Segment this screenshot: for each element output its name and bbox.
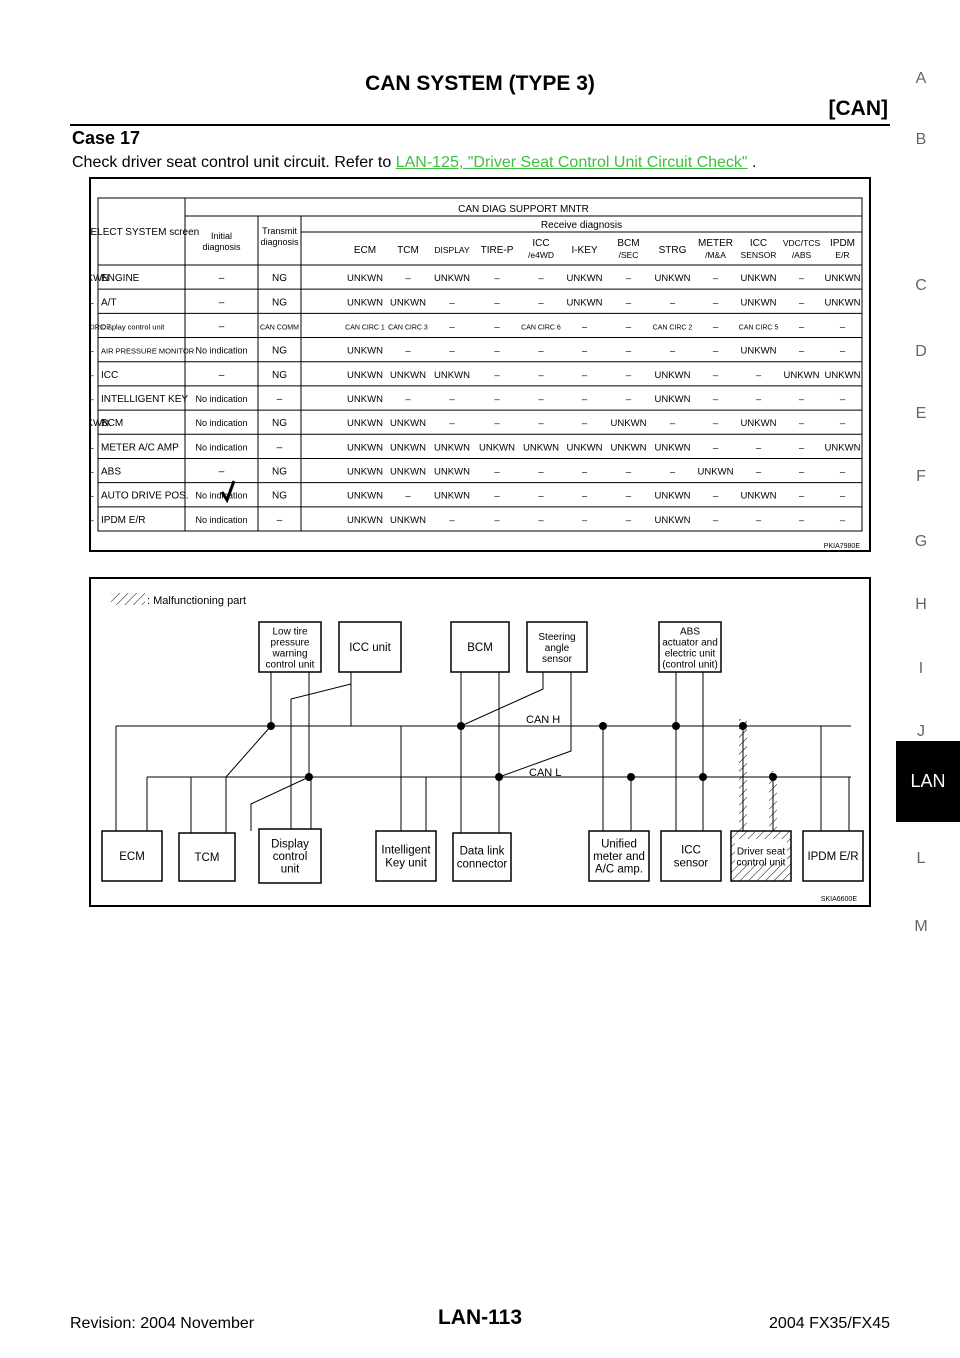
- header-transmit: diagnosis: [260, 237, 299, 247]
- table-cell: –: [755, 442, 762, 454]
- reference-link[interactable]: LAN-125, "Driver Seat Control Unit Circuit Check": [395, 154, 748, 171]
- table-cell: –: [712, 369, 719, 381]
- table-cell: –: [538, 466, 544, 478]
- ecm-label: ECM: [119, 851, 145, 863]
- header-transmit: Transmit: [262, 226, 297, 236]
- header-receive-col: IPDM: [830, 238, 855, 249]
- table-cell: UNKWN: [347, 514, 383, 526]
- table-cell: –: [218, 321, 225, 333]
- table-cell: –: [625, 345, 632, 357]
- table-cell: UNKWN: [824, 442, 861, 454]
- table-cell: –: [625, 490, 632, 502]
- wire: [226, 726, 271, 777]
- table-cell: –: [581, 490, 588, 502]
- table-cell: –: [839, 345, 846, 357]
- table-cell: UNKWN: [347, 418, 383, 430]
- table-cell: –: [839, 466, 846, 478]
- table-cell: –: [798, 273, 805, 285]
- table-cell: –: [494, 345, 500, 357]
- malfunction-wire-h: [739, 719, 747, 831]
- table-cell: –: [449, 418, 455, 430]
- table-cell: UNKWN: [654, 490, 691, 502]
- table-cell: ENGINE: [101, 273, 140, 285]
- junction-dot: [599, 722, 607, 730]
- header-receive-col: ICC: [749, 238, 768, 249]
- page-title: CAN SYSTEM (TYPE 3): [365, 72, 595, 95]
- junction-dot: [627, 773, 635, 781]
- table-cell: [91, 515, 94, 526]
- table-cell: –: [712, 418, 719, 430]
- can-diag-table: [91, 179, 869, 550]
- side-index-g[interactable]: G: [914, 533, 928, 550]
- table-cell: BCM: [101, 418, 124, 430]
- table-cell: –: [712, 442, 719, 454]
- table-cell: –: [839, 321, 846, 333]
- table-cell: –: [798, 394, 805, 405]
- header-receive-col: /ABS: [791, 250, 812, 260]
- table-cell: UNKWN: [654, 394, 691, 405]
- table-cell: UNKWN: [740, 297, 777, 309]
- table-cell: [91, 370, 94, 381]
- table-cell: CAN CIRC 6: [521, 324, 561, 332]
- table-cell: INTELLIGENT KEY: [101, 394, 189, 405]
- table-cell: –: [625, 321, 632, 333]
- driver-seat-control-unit-label: Driver seat: [736, 846, 786, 858]
- table-cell: –: [755, 369, 762, 381]
- table-cell: –: [218, 466, 225, 478]
- table-cell: NG: [272, 345, 287, 357]
- side-index-e[interactable]: E: [915, 405, 927, 422]
- table-cell: UNKWN: [654, 514, 691, 526]
- section-label: [CAN]: [828, 97, 888, 120]
- table-cell: –: [839, 490, 846, 502]
- table-cell: –: [625, 466, 632, 478]
- table-cell: No indication: [195, 345, 248, 356]
- header-receive-col: DISPLAY: [434, 245, 470, 255]
- table-cell: –: [839, 514, 846, 526]
- table-cell: –: [755, 394, 762, 405]
- intelligent-key-unit-label: Intelligent: [381, 844, 431, 857]
- unified-meter-ac-amp-label: A/C amp.: [595, 863, 643, 876]
- side-index-i[interactable]: I: [918, 660, 924, 677]
- low-tire-pressure-unit-label: warning: [272, 648, 308, 660]
- legend-hatch-icon: [111, 593, 145, 605]
- table-cell: –: [494, 297, 500, 309]
- table-cell: –: [669, 297, 676, 309]
- junction-dot: [672, 722, 680, 730]
- table-cell: AUTO DRIVE POS.: [101, 490, 189, 502]
- table-cell: –: [581, 345, 588, 357]
- table-cell: –: [494, 321, 500, 333]
- table-cell: UNKWN: [434, 442, 470, 454]
- tcm-label: TCM: [194, 852, 220, 864]
- table-cell: –: [712, 345, 719, 357]
- low-tire-pressure-unit-label: control unit: [265, 659, 315, 671]
- table-cell: UNKWN: [434, 273, 470, 285]
- table-cell: –: [625, 369, 632, 381]
- table-cell: –: [494, 273, 500, 285]
- table-cell: NG: [272, 466, 287, 478]
- side-index-f[interactable]: F: [916, 468, 926, 485]
- table-cell: –: [755, 514, 762, 526]
- table-cell: UNKWN: [566, 442, 603, 454]
- side-index-lan-tab[interactable]: LAN: [896, 741, 960, 822]
- table-cell: Display control unit: [101, 322, 165, 332]
- table-cell: [91, 394, 94, 405]
- header-receive-col: STRG: [658, 245, 687, 256]
- junction-dot: [267, 722, 275, 730]
- table-cell: UNKWN: [610, 442, 647, 454]
- table-cell: –: [712, 273, 719, 285]
- header-receive-col: VDC/TCS: [782, 238, 821, 248]
- table-cell: AIR PRESSURE MONITOR: [101, 346, 195, 356]
- table-cell: –: [712, 394, 719, 405]
- table-cell: No indication: [195, 394, 248, 404]
- table-cell: UNKWN: [523, 442, 559, 454]
- table-cell: UNKWN: [654, 273, 691, 285]
- junction-dot: [305, 773, 313, 781]
- junction-dot: [457, 722, 465, 730]
- table-cell: –: [405, 345, 411, 357]
- table-cell: UNKWN: [654, 369, 691, 381]
- table-cell: ICC: [101, 369, 119, 381]
- header-initial: Initial: [210, 231, 233, 241]
- table-cell: UNKWN: [347, 273, 383, 285]
- table-cell: CAN CIRC 5: [738, 324, 779, 332]
- table-cell: –: [494, 394, 500, 405]
- table-cell: UNKWN: [390, 442, 426, 454]
- side-index-h[interactable]: H: [915, 596, 927, 613]
- table-cell: A/T: [101, 297, 117, 309]
- figure-id: PKIA7980E: [823, 543, 860, 550]
- can-wiring-diagram-figure: [89, 577, 871, 907]
- header-select-system: SELECT SYSTEM screen: [91, 227, 200, 238]
- table-cell: –: [625, 273, 632, 285]
- table-cell: –: [798, 490, 805, 502]
- header-rule: [70, 124, 890, 126]
- figure-id: SKIA6600E: [820, 896, 857, 903]
- table-cell: UNKWN: [347, 394, 383, 405]
- table-cell: UNKWN: [347, 442, 383, 454]
- junction-dot: [769, 773, 777, 781]
- table-cell: UNKWN: [390, 514, 426, 526]
- table-cell: UNKWN: [740, 273, 777, 285]
- table-cell: No indication: [195, 442, 248, 453]
- header-receive-col: /SEC: [618, 250, 639, 260]
- table-cell: IRC 7: [92, 324, 111, 332]
- table-cell: –: [839, 418, 846, 430]
- table-cell: CAN CIRC 3: [388, 324, 428, 332]
- table-cell: CAN CIRC 2: [652, 324, 693, 332]
- table-cell: UNKWN: [824, 273, 861, 285]
- can-l-label: CAN L: [529, 767, 562, 779]
- instruction-text: Check driver seat control unit circuit. Refer to: [72, 154, 396, 171]
- table-cell: –: [538, 418, 544, 430]
- side-index-m[interactable]: M: [914, 918, 928, 935]
- can-diag-table-figure: [89, 177, 871, 552]
- display-control-unit-label: unit: [280, 863, 300, 876]
- table-cell: –: [798, 321, 805, 333]
- table-cell: –: [405, 394, 411, 405]
- instruction: [72, 154, 757, 172]
- table-cell: CAN COMM: [260, 324, 299, 332]
- table-cell: UNKWN: [479, 442, 515, 454]
- header-receive-col: METER: [698, 238, 733, 249]
- junction-dot: [739, 722, 747, 730]
- abs-actuator-unit-label: actuator and: [662, 637, 718, 649]
- table-cell: –: [581, 514, 588, 526]
- data-link-connector-label: connector: [456, 858, 508, 871]
- table-cell: CAN CIRC 1: [345, 324, 385, 332]
- case-title: Case 17: [72, 128, 141, 148]
- table-cell: –: [494, 466, 500, 478]
- table-cell: –: [276, 394, 283, 405]
- table-cell: –: [218, 297, 225, 309]
- unified-meter-ac-amp-label: meter and: [593, 851, 645, 863]
- instruction-suffix: .: [747, 154, 757, 171]
- table-cell: NG: [272, 273, 287, 285]
- table-cell: –: [494, 369, 500, 381]
- bcm-label: BCM: [467, 642, 493, 654]
- table-cell: –: [449, 321, 455, 333]
- table-cell: UNKWN: [566, 297, 603, 309]
- table-cell: –: [839, 394, 846, 405]
- abs-actuator-unit-label: electric unit: [664, 648, 716, 660]
- table-cell: –: [449, 514, 455, 526]
- table-cell: –: [712, 321, 719, 333]
- table-cell: –: [669, 345, 676, 357]
- table-cell: No indication: [195, 490, 248, 501]
- table-cell: UNKWN: [824, 297, 861, 309]
- low-tire-pressure-unit-label: Low tire: [272, 626, 308, 638]
- table-cell: –: [494, 418, 500, 430]
- junction-dot: [699, 773, 707, 781]
- table-cell: [91, 467, 94, 478]
- table-cell: –: [712, 514, 719, 526]
- table-cell: [91, 491, 94, 502]
- abs-actuator-unit-label: ABS: [679, 626, 701, 638]
- table-cell: UNKWN: [390, 466, 426, 478]
- table-cell: –: [798, 442, 805, 454]
- table-cell: [91, 442, 94, 453]
- table-cell: –: [449, 345, 455, 357]
- table-cell: –: [449, 394, 455, 405]
- header-receive: Receive diagnosis: [540, 220, 623, 231]
- side-index-a[interactable]: A: [915, 70, 927, 87]
- table-cell: –: [218, 369, 225, 381]
- icc-sensor-label: ICC: [681, 844, 701, 857]
- table-cell: –: [581, 466, 588, 478]
- table-cell: –: [798, 297, 805, 309]
- table-cell: –: [449, 297, 455, 309]
- table-cell: –: [798, 514, 805, 526]
- table-cell: –: [538, 345, 544, 357]
- junction-dot: [495, 773, 503, 781]
- table-cell: No indication: [195, 514, 248, 525]
- table-cell: –: [798, 345, 805, 357]
- footer-page-number: LAN-113: [437, 1306, 523, 1329]
- header-receive-col: ECM: [353, 245, 377, 256]
- side-index-l[interactable]: L: [916, 850, 926, 867]
- table-cell: –: [669, 466, 676, 478]
- table-cell: UNKWN: [434, 490, 470, 502]
- table-cell: NG: [272, 490, 287, 502]
- table-cell: UNKWN: [566, 273, 603, 285]
- ipdm-er-label: IPDM E/R: [807, 851, 859, 863]
- table-cell: –: [581, 418, 588, 430]
- table-cell: NG: [272, 369, 287, 381]
- table-cell: –: [538, 297, 544, 309]
- side-index-c[interactable]: C: [915, 277, 927, 294]
- side-index-j[interactable]: J: [917, 723, 925, 740]
- table-cell: –: [494, 490, 500, 502]
- table-cell: –: [405, 273, 411, 285]
- table-cell: –: [625, 394, 632, 405]
- header-can-diag-support: CAN DIAG SUPPORT MNTR: [458, 204, 589, 215]
- table-cell: –: [712, 297, 719, 309]
- table-cell: –: [538, 273, 544, 285]
- side-index-b[interactable]: B: [915, 131, 927, 148]
- table-cell: UNKWN: [740, 418, 777, 430]
- table-cell: –: [538, 394, 544, 405]
- table-cell: UNKWN: [697, 466, 734, 478]
- table-cell: [91, 346, 94, 357]
- table-cell: UNKWN: [347, 369, 383, 381]
- table-cell: –: [755, 466, 762, 478]
- table-cell: IPDM E/R: [101, 514, 146, 526]
- header-receive-col: ICC: [532, 238, 550, 249]
- table-cell: UNKWN: [434, 369, 470, 381]
- header-receive-col: /e4WD: [528, 250, 554, 260]
- table-cell: UNKWN: [434, 466, 470, 478]
- table-cell: UNKWN: [740, 345, 777, 357]
- table-cell: –: [581, 394, 588, 405]
- display-control-unit-label: Display: [271, 838, 309, 851]
- table-cell: –: [405, 490, 411, 502]
- table-cell: –: [218, 273, 225, 285]
- table-cell: –: [494, 514, 500, 526]
- steering-angle-sensor-label: Steering: [538, 632, 576, 643]
- abs-actuator-unit-label: (control unit): [662, 659, 718, 671]
- table-cell: UNKWN: [390, 369, 426, 381]
- header-receive-col: I-KEY: [571, 245, 598, 256]
- data-link-connector-label: Data link: [459, 845, 505, 858]
- wire: [291, 672, 351, 726]
- table-cell: NG: [272, 297, 287, 309]
- table-cell: –: [276, 514, 283, 526]
- table-cell: UNKWN: [347, 297, 383, 309]
- table-cell: –: [798, 466, 805, 478]
- header-receive-col: BCM: [617, 238, 640, 249]
- table-cell: –: [712, 490, 719, 502]
- table-cell: –: [625, 514, 632, 526]
- unified-meter-ac-amp-label: Unified: [601, 838, 637, 851]
- steering-angle-sensor-label: angle: [544, 643, 570, 654]
- table-cell: UNKWN: [347, 345, 383, 357]
- table-cell: UNKWN: [347, 466, 383, 478]
- icc-sensor-label: sensor: [673, 857, 709, 870]
- display-control-unit-label: control: [272, 851, 308, 863]
- footer-revision: Revision: 2004 November: [70, 1315, 255, 1332]
- table-cell: –: [581, 321, 588, 333]
- footer-model: 2004 FX35/FX45: [769, 1315, 890, 1332]
- table-cell: –: [538, 369, 544, 381]
- header-receive-col: TCM: [397, 245, 419, 256]
- table-cell: UNKWN: [390, 297, 426, 309]
- table-cell: –: [538, 490, 544, 502]
- table-cell: –: [798, 418, 805, 430]
- header-receive-col: /M&A: [705, 250, 726, 260]
- table-cell: [91, 297, 94, 308]
- header-receive-col: TIRE-P: [480, 245, 514, 256]
- header-receive-col: SENSOR: [740, 250, 777, 260]
- can-wiring-diagram: [91, 579, 869, 905]
- table-cell: UNKWN: [610, 418, 647, 430]
- table-cell: No indication: [195, 418, 248, 429]
- table-cell: –: [625, 297, 632, 309]
- table-cell: UNKWN: [783, 369, 820, 381]
- table-cell: UNKWN: [390, 418, 426, 430]
- icc-unit-label: ICC unit: [349, 642, 391, 654]
- header-receive-col: E/R: [835, 250, 850, 260]
- table-cell: WN: [93, 418, 109, 430]
- intelligent-key-unit-label: Key unit: [385, 857, 427, 870]
- table-cell: –: [276, 442, 283, 454]
- table-cell: –: [669, 418, 676, 430]
- table-cell: –: [581, 369, 588, 381]
- table-cell: –: [538, 514, 544, 526]
- table-cell: UNKWN: [654, 442, 691, 454]
- table-cell: NG: [272, 418, 287, 430]
- table-cell: METER A/C AMP: [101, 442, 179, 454]
- table-cell: UNKWN: [347, 490, 383, 502]
- can-h-label: CAN H: [526, 714, 561, 726]
- table-cell: UNKWN: [740, 490, 777, 502]
- steering-angle-sensor-label: sensor: [541, 654, 573, 665]
- side-index-d[interactable]: D: [915, 343, 927, 360]
- legend-text: : Malfunctioning part: [147, 595, 247, 607]
- table-cell: ABS: [101, 466, 122, 478]
- table-cell: UNKWN: [824, 369, 861, 381]
- header-initial: diagnosis: [202, 242, 241, 252]
- table-cell: WN: [93, 273, 109, 285]
- driver-seat-control-unit-label: control unit: [736, 857, 786, 869]
- low-tire-pressure-unit-label: pressure: [270, 637, 310, 649]
- wire: [251, 777, 309, 831]
